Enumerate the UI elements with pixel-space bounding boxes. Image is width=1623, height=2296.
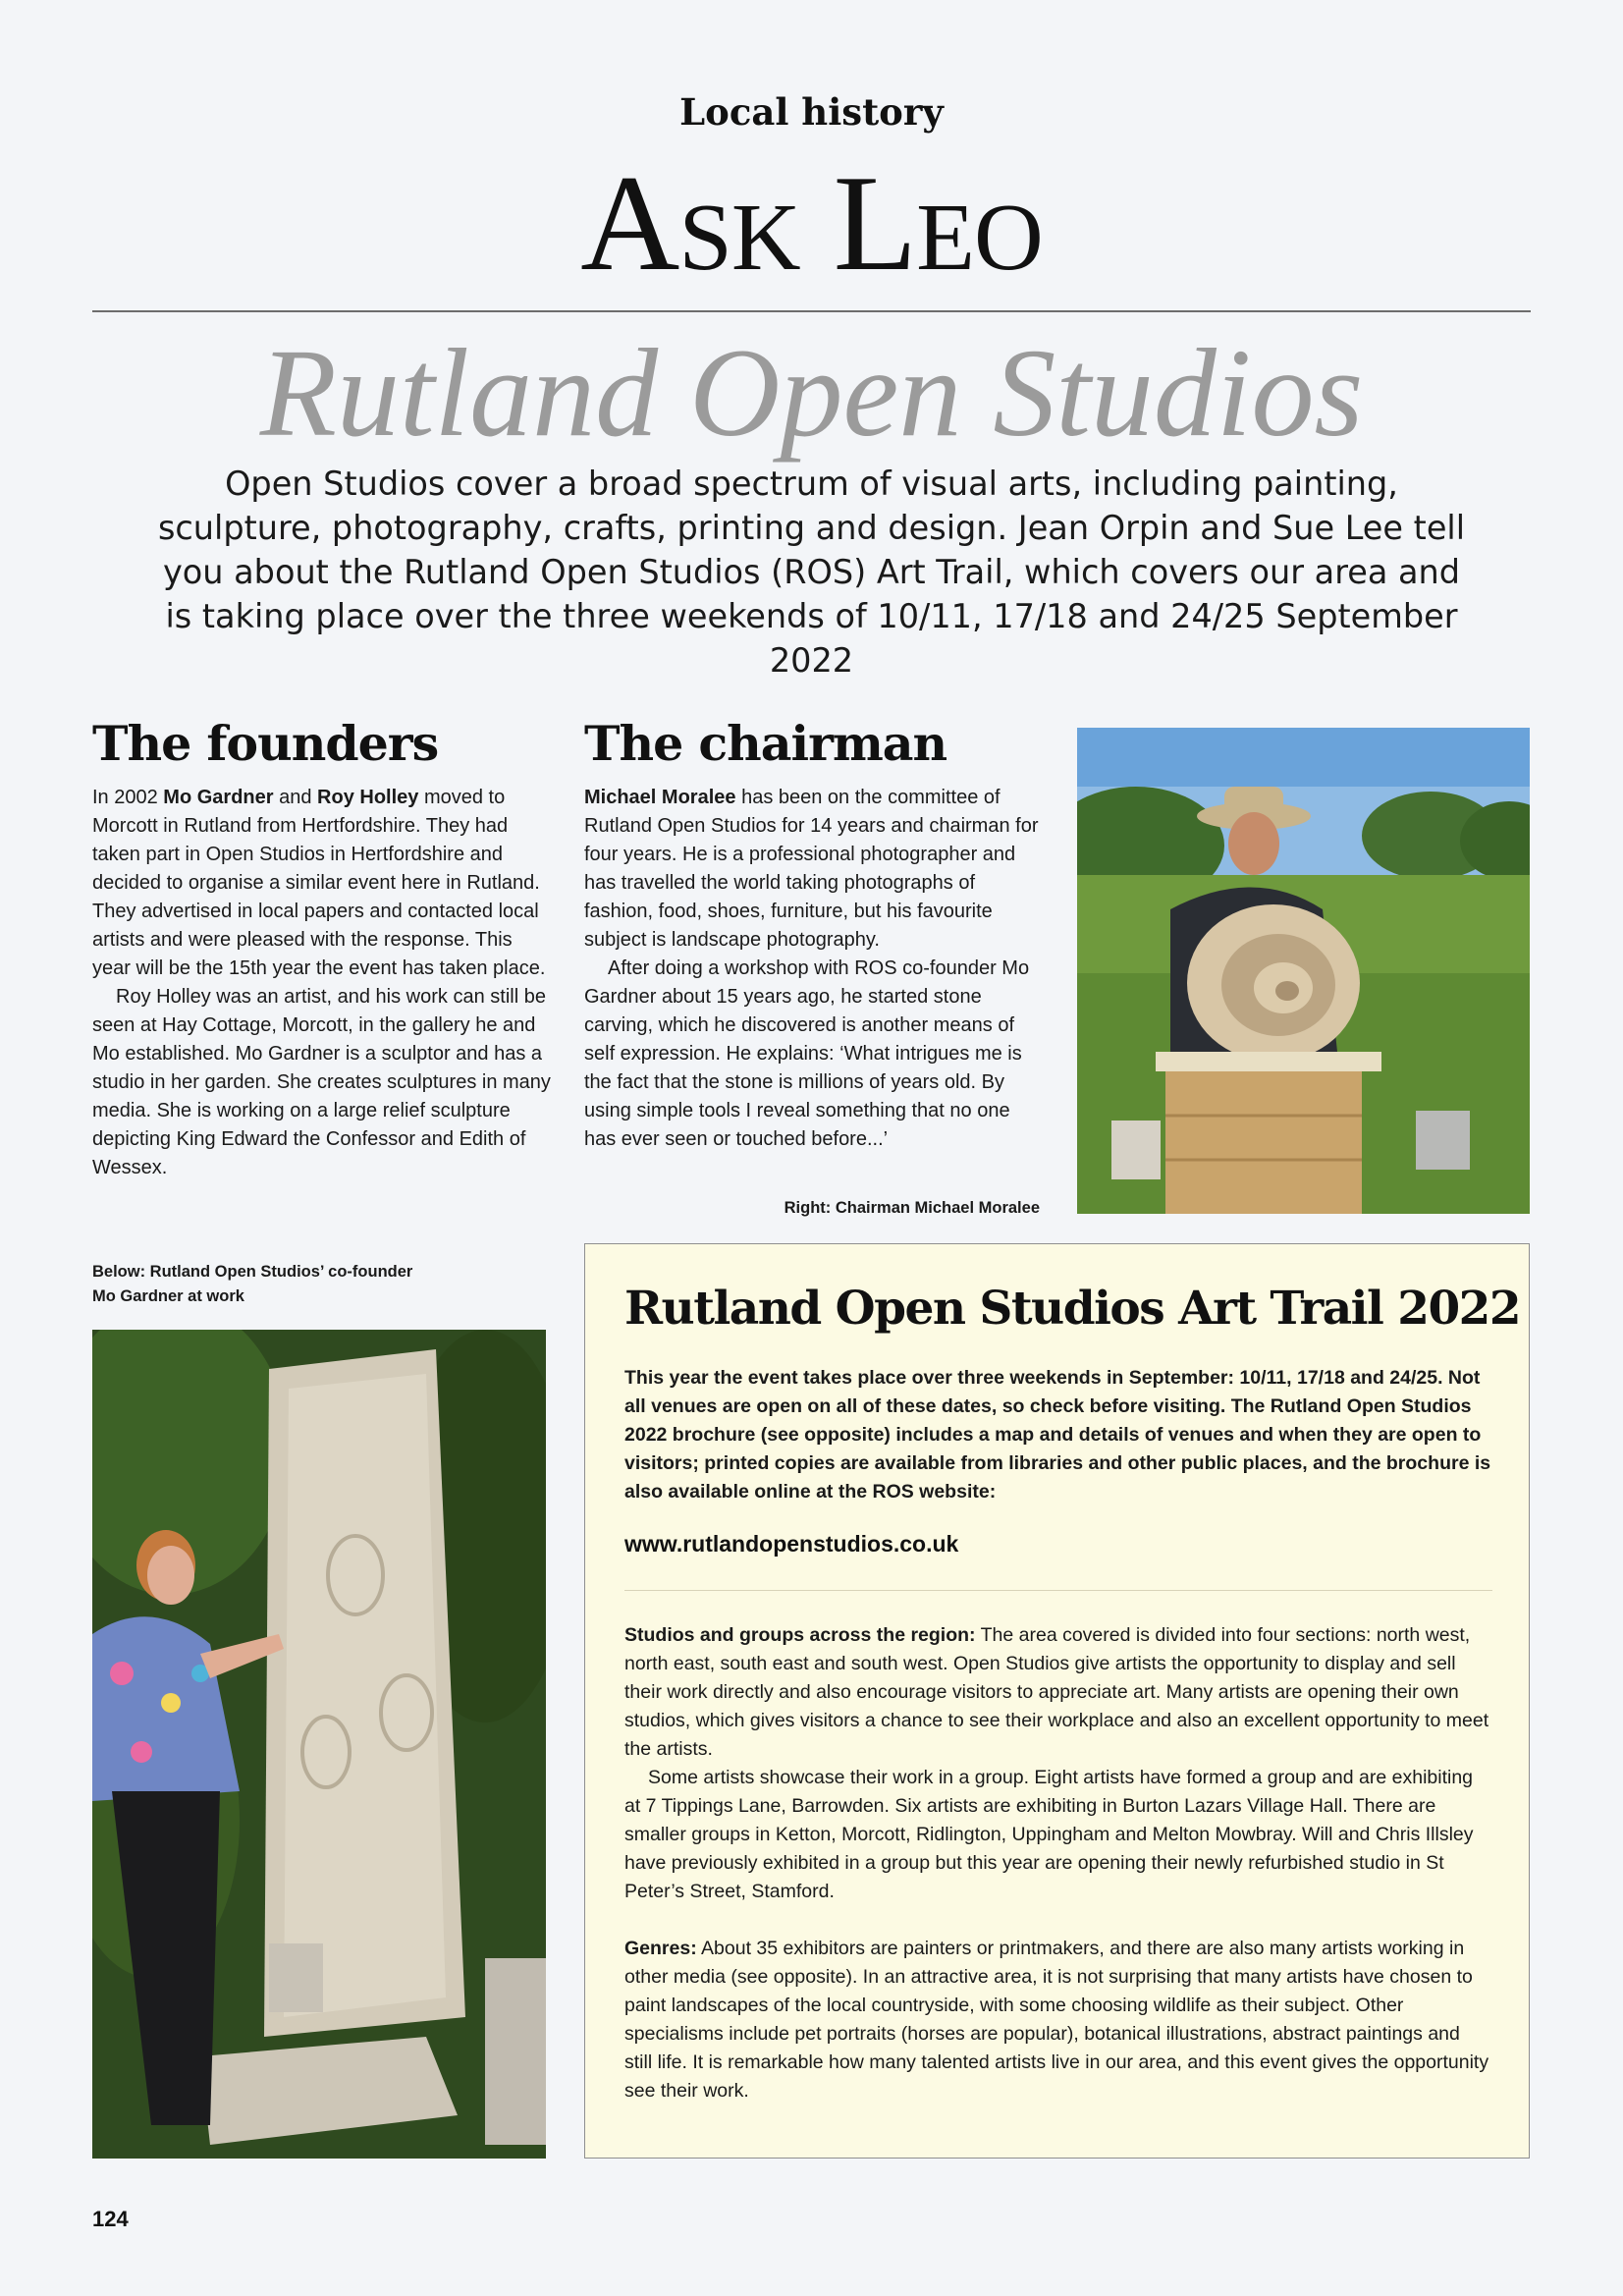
box-divider: [624, 1590, 1492, 1591]
article-standfirst: Open Studios cover a broad spectrum of visual arts, including painting, sculpture, photography, crafts, printing and design. Jean Orpin and Sue Lee tell you about the Rutland Open Studios (ROS) Art Trail, which covers our area and is taking place over the three weekends of 10/11, 17/18 and 24/25 September 2022: [157, 465, 1466, 680]
art-trail-body: [624, 1621, 1492, 2105]
founders-column: [92, 715, 554, 1182]
founder-photo-illustration: [92, 1330, 546, 2159]
header-divider: [92, 310, 1531, 312]
founder-photo-caption: Below: Rutland Open Studios’ co-founder Mo Gardner at work: [92, 1263, 413, 1305]
art-trail-intro: This year the event takes place over three weekends in September: 10/11, 17/18 and 24/25. Not all venues are open on all of these dates, so check before visiting. The Rutland Open Studios 2022 brochure (see opposite) includes a map and details of venues and when they are open to visitors; printed copies are available from libraries and other public places, and the brochure is also available online at the ROS website:: [624, 1367, 1491, 1503]
chairman-column: [584, 715, 1040, 1154]
studios-paragraph: Studios and groups across the region: The area covered is divided into four sections: north west, north east, south east and south west. Open Studios give artists the opportunity to display and sell their work directly and also encourage visitors to appreciate art. Many artists are opening their own studios, which gives visitors a chance to see their workplace and also an excellent opportunity to meet the artists.: [624, 1624, 1489, 1760]
genres-label: Genres:: [624, 1938, 697, 1959]
genres-paragraph: Genres: About 35 exhibitors are painters or printmakers, and there are also many artists working in other media (see opposite). In an attractive area, it is not surprising that many artists have chosen to paint landscapes of the local countryside, with some choosing wildlife as their subject. Other specialisms include pet portraits (horses are popular), botanical illustrations, abstract paintings and still life. It is remarkable how many talented artists live in our area, and this event gives the opportunity see their work.: [624, 1938, 1489, 2102]
founders-body: [92, 784, 554, 1182]
chairman-body: [584, 784, 1040, 1154]
art-trail-box: [584, 1243, 1530, 2159]
founder-name-roy: Roy Holley: [317, 787, 419, 808]
art-trail-title: Rutland Open Studios Art Trail 2022: [624, 1282, 1521, 1336]
masthead-title: Ask Leo: [580, 147, 1043, 300]
founder-photo: [92, 1330, 546, 2159]
founders-heading: The founders: [92, 715, 439, 772]
chairman-photo: [1077, 728, 1530, 1214]
founders-paragraph-2: Roy Holley was an artist, and his work can still be seen at Hay Cottage, Morcott, in the gallery he and Mo established. Mo Gardner is a sculptor and has a studio in her garden. She creates sculptures in many media. She is working on a large relief sculpture depicting King Edward the Confessor and Edith of Wessex.: [92, 986, 551, 1178]
chairman-heading: The chairman: [584, 715, 947, 772]
section-label: Local history: [679, 90, 944, 134]
chairman-paragraph-2: After doing a workshop with ROS co-founder Mo Gardner about 15 years ago, he started stone carving, which he discovered is another means of self expression. He explains: ‘What intrigues me is the fact that the stone is millions of years old. By using simple tools I reveal something that no one has ever seen or touched before...’: [584, 957, 1030, 1150]
groups-paragraph: Some artists showcase their work in a group. Eight artists have formed a group and are exhibiting at 7 Tippings Lane, Barrowden. Six artists are exhibiting in Burton Lazars Village Hall. There are smaller groups in Ketton, Morcott, Ridlington, Uppingham and Melton Mowbray. Will and Chris Illsley have previously exhibited in a group but this year are opening their newly refurbished studio in St Peter’s Street, Stamford.: [624, 1767, 1474, 1902]
chairman-photo-illustration: [1077, 728, 1530, 1214]
chairman-paragraph-1: Michael Moralee has been on the committee of Rutland Open Studios for 14 years and chairman for four years. He is a professional photographer and has travelled the world taking photographs of fashion, food, shoes, furniture, but his favourite subject is landscape photography.: [584, 787, 1039, 951]
studios-label: Studios and groups across the region:: [624, 1624, 976, 1646]
chairman-photo-caption: Right: Chairman Michael Moralee: [784, 1199, 1040, 1217]
page-number: 124: [92, 2207, 129, 2231]
chairman-name: Michael Moralee: [584, 787, 736, 808]
article-headline: Rutland Open Studios: [259, 323, 1364, 463]
ros-website-link[interactable]: www.rutlandopenstudios.co.uk: [624, 1531, 959, 1557]
founder-name-mo: Mo Gardner: [163, 787, 274, 808]
founders-paragraph-1: In 2002 Mo Gardner and Roy Holley moved to Morcott in Rutland from Hertfordshire. They had taken part in Open Studios in Hertfordshire and decided to organise a similar event here in Rutland. They advertised in local papers and contacted local artists and were pleased with the response. This year will be the 15th year the event has taken place.: [92, 787, 546, 979]
